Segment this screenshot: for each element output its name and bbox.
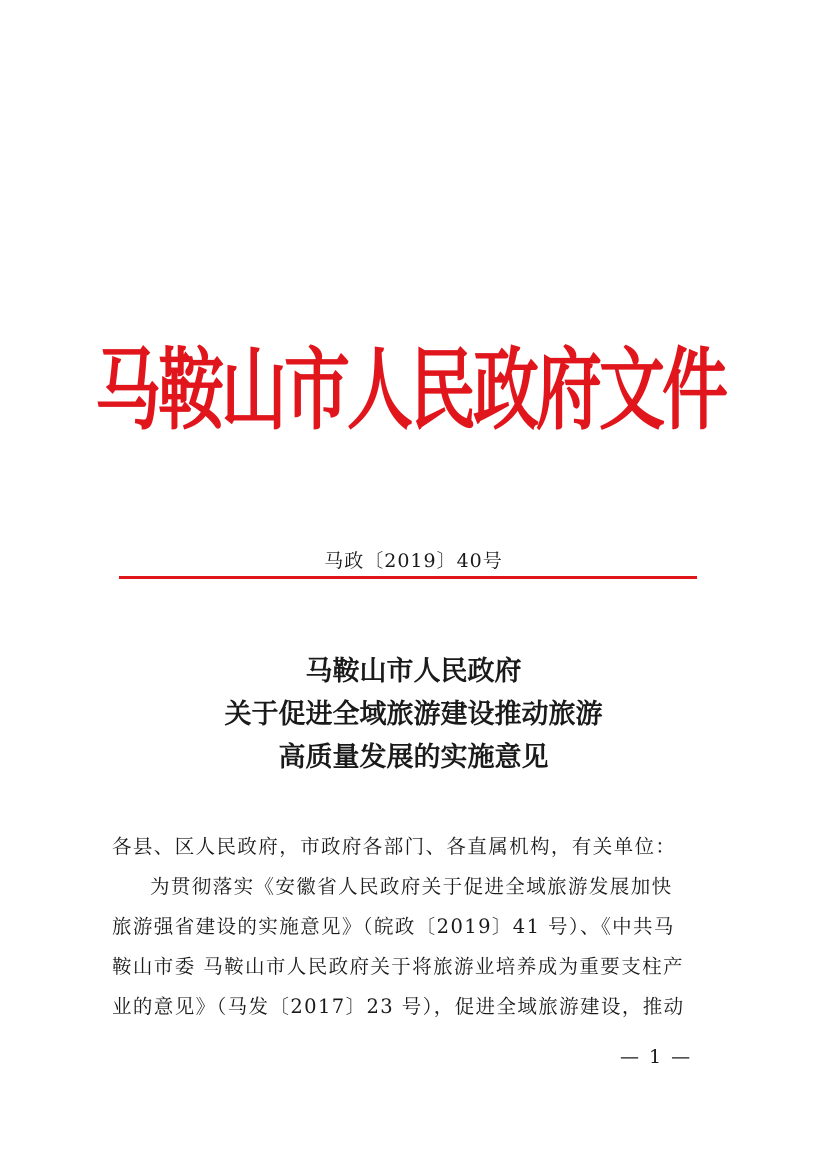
- document-masthead: 马鞍山市人民政府文件: [95, 338, 725, 443]
- title-line: 马鞍山市人民政府: [305, 656, 522, 687]
- body-text-line: 为贯彻落实《安徽省人民政府关于促进全域旅游发展加快: [150, 875, 673, 898]
- body-text-line: 旅游强省建设的实施意见》（皖政〔2019〕41 号）、《中共马: [112, 915, 675, 938]
- document-body: [112, 827, 712, 1027]
- addressee-line: 各县、区人民政府，市政府各部门、各直属机构，有关单位：: [112, 835, 677, 858]
- title-line: 高质量发展的实施意见: [278, 742, 549, 773]
- body-text-line: 鞍山市委 马鞍山市人民政府关于将旅游业培养成为重要支柱产: [112, 955, 684, 978]
- red-divider-line: [119, 576, 697, 579]
- body-text-line: 业的意见》（马发〔2017〕23 号），促进全域旅游建设，推动: [112, 995, 685, 1018]
- document-number: 马政〔2019〕40号: [324, 550, 503, 572]
- document-title: [0, 650, 827, 779]
- title-line: 关于促进全域旅游建设推动旅游: [224, 699, 603, 730]
- page-number: — 1 —: [620, 1046, 693, 1068]
